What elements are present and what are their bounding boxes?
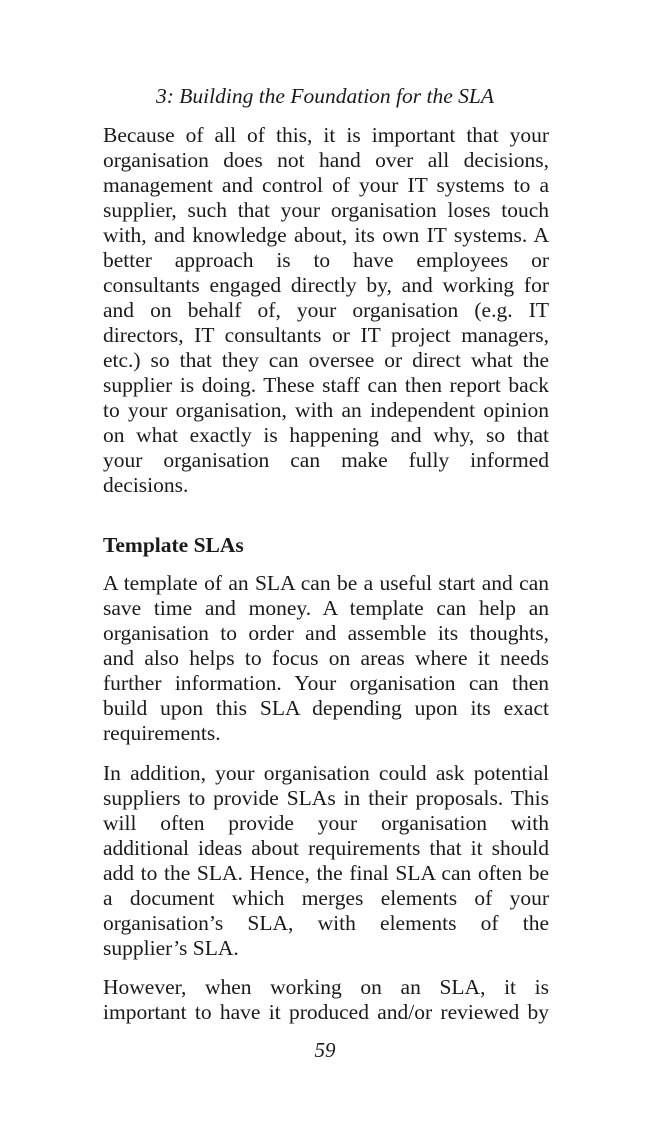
text-line: build upon this SLA depending upon its exact xyxy=(103,696,549,720)
text-line: save time and money. A template can help an xyxy=(103,596,549,620)
text-line: suppliers to provide SLAs in their proposals. This xyxy=(103,786,549,810)
text-line: However, when working on an SLA, it is xyxy=(103,975,549,999)
text-line: supplier is doing. These staff can then report back xyxy=(103,373,549,397)
text-line: on what exactly is happening and why, so that xyxy=(103,423,549,447)
text-line: to your organisation, with an independent opinion xyxy=(103,398,549,422)
text-line: management and control of your IT systems to a xyxy=(103,173,549,197)
text-line: supplier’s SLA. xyxy=(103,936,239,960)
text-line: organisation does not hand over all decisions, xyxy=(103,148,549,172)
page-number: 59 xyxy=(314,1038,336,1062)
body-paragraph-4 xyxy=(103,975,549,1025)
text-line: A template of an SLA can be a useful start and can xyxy=(103,571,549,595)
text-line: with, and knowledge about, its own IT systems. A xyxy=(103,223,549,247)
text-line: organisation to order and assemble its thoughts, xyxy=(103,621,549,645)
text-line: In addition, your organisation could ask potential xyxy=(103,761,549,785)
section-heading: Template SLAs xyxy=(103,533,244,557)
text-line: consultants engaged directly by, and working for xyxy=(103,273,549,297)
text-line: supplier, such that your organisation loses touch xyxy=(103,198,549,222)
text-line: and on behalf of, your organisation (e.g. IT xyxy=(103,298,549,322)
text-line: important to have it produced and/or reviewed by xyxy=(103,1000,549,1024)
body-paragraph-3 xyxy=(103,761,549,961)
text-line: further information. Your organisation can then xyxy=(103,671,549,695)
text-line: Because of all of this, it is important that your xyxy=(103,123,549,147)
text-line: directors, IT consultants or IT project managers, xyxy=(103,323,549,347)
text-line: decisions. xyxy=(103,473,189,497)
text-line: will often provide your organisation with xyxy=(103,811,549,835)
text-line: add to the SLA. Hence, the final SLA can often be xyxy=(103,861,549,885)
text-line: a document which merges elements of your xyxy=(103,886,549,910)
body-paragraph-2 xyxy=(103,571,549,746)
text-line: better approach is to have employees or xyxy=(103,248,549,272)
text-line: additional ideas about requirements that it should xyxy=(103,836,549,860)
text-line: organisation’s SLA, with elements of the xyxy=(103,911,549,935)
running-head: 3: Building the Foundation for the SLA xyxy=(155,84,494,108)
text-line: requirements. xyxy=(103,721,221,745)
text-line: your organisation can make fully informed xyxy=(103,448,549,472)
text-line: etc.) so that they can oversee or direct what the xyxy=(103,348,549,372)
body-paragraph-1 xyxy=(103,123,549,498)
text-line: and also helps to focus on areas where it needs xyxy=(103,646,549,670)
